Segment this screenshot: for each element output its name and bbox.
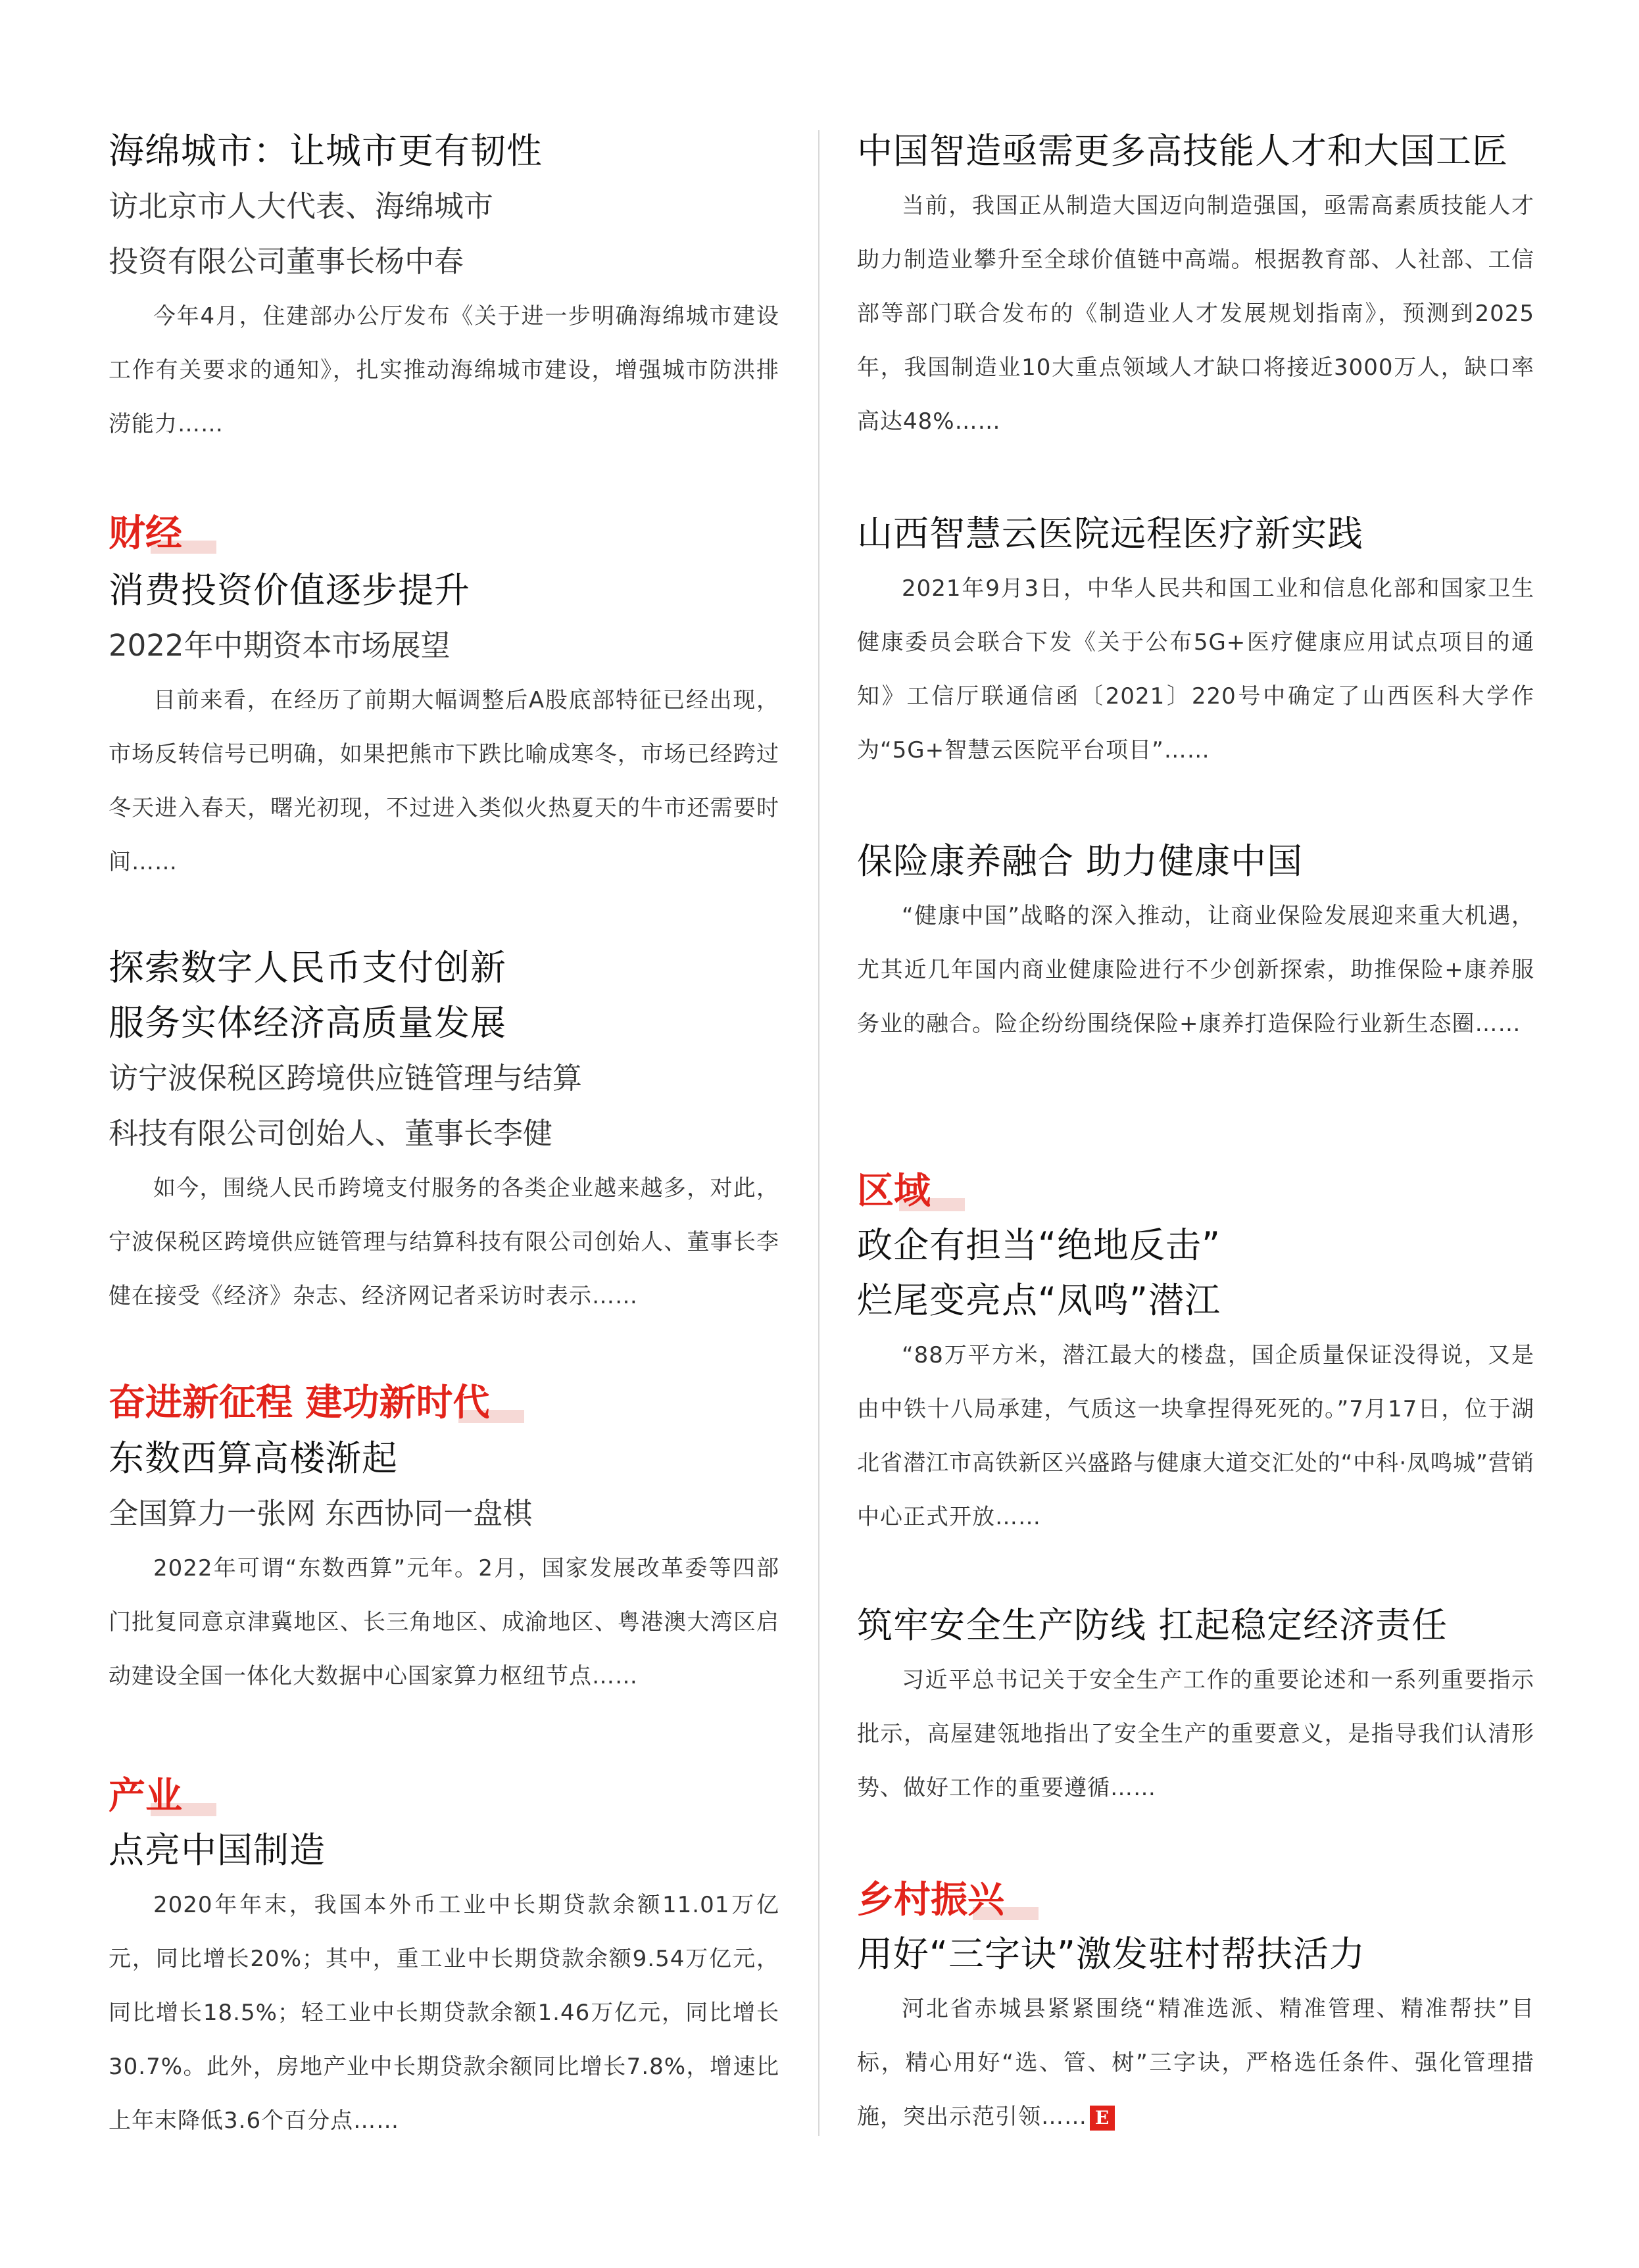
article-title[interactable]: 用好“三字诀”激发驻村帮扶活力 (857, 1933, 1365, 1975)
article-subtitle: 2022年中期资本市场展望 (109, 628, 451, 663)
article-excerpt: 目前来看，在经历了前期大幅调整后A股底部特征已经出现，市场反转信号已明确，如果把熊市下跌比喻成寒冬，市场已经跨过冬天进入春天，曙光初现，不过进入类似火热夏天的牛市还需要时间…… (109, 687, 779, 875)
article-title[interactable]: 筑牢安全生产防线 扛起稳定经济责任 (857, 1604, 1448, 1646)
article-village-assistance[interactable] (857, 1927, 1534, 2144)
article-excerpt (857, 1982, 1534, 2144)
article-excerpt: 如今，围绕人民币跨境支付服务的各类企业越来越多，对此，宁波保税区跨境供应链管理与结算科技有限公司创始人、董事长李健在接受《经济》杂志、经济网记者采访时表示…… (109, 1175, 779, 1309)
section-rural-revitalization (857, 1873, 1534, 1928)
column-divider (818, 130, 820, 2136)
article-subtitle: 访北京市人大代表、海绵城市 (109, 189, 494, 224)
article-digital-rmb[interactable] (109, 940, 779, 1323)
article-insurance-health[interactable] (857, 834, 1534, 1051)
section-label: 产业 (109, 1775, 182, 1818)
article-excerpt: “健康中国”战略的深入推动，让商业保险发展迎来重大机遇，尤其近几年国内商业健康险进行不少创新探索，助推保险+康养服务业的融合。险企纷纷围绕保险+康养打造保险行业新生态圈…… (857, 903, 1534, 1037)
article-excerpt: 2022年可谓“东数西算”元年。2月，国家发展改革委等四部门批复同意京津冀地区、长三角地区、成渝地区、粤港澳大湾区启动建设全国一体化大数据中心国家算力枢纽节点…… (109, 1555, 779, 1689)
section-finance (109, 506, 779, 562)
article-excerpt: 当前，我国正从制造大国迈向制造强国，亟需高素质技能人才助力制造业攀升至全球价值链中高端。根据教育部、人社部、工信部等部门联合发布的《制造业人才发展规划指南》，预测到2025年，我国制造业10大重点领域人才缺口将接近3000万人，缺口率高达48%…… (857, 193, 1534, 435)
end-mark-icon: E (1090, 2106, 1115, 2131)
section-label: 区域 (857, 1170, 931, 1213)
article-excerpt: 今年4月，住建部办公厅发布《关于进一步明确海绵城市建设工作有关要求的通知》，扎实推动海绵城市建设，增强城市防洪排涝能力…… (109, 303, 779, 437)
article-excerpt: “88万平方米，潜江最大的楼盘，国企质量保证没得说，又是由中铁十八局承建，气质这一块拿捏得死死的。”7月17日，位于湖北省潜江市高铁新区兴盛路与健康大道交汇处的“中科·凤鸣城”营销中心正式开放…… (857, 1342, 1534, 1530)
article-excerpt: 习近平总书记关于安全生产工作的重要论述和一系列重要指示批示，高屋建瓴地指出了安全生产的重要意义，是指导我们认清形势、做好工作的重要遵循…… (857, 1667, 1534, 1801)
article-title[interactable]: 东数西算高楼渐起 (109, 1437, 398, 1479)
article-sponge-city[interactable] (109, 124, 779, 451)
article-capital-market[interactable] (109, 563, 779, 889)
article-title[interactable]: 服务实体经济高质量发展 (109, 1002, 506, 1044)
article-title[interactable]: 海绵城市：让城市更有韧性 (109, 130, 543, 172)
article-excerpt-text: 河北省赤城县紧紧围绕“精准选派、精准管理、精准帮扶”目标，精心用好“选、管、树”三字诀，严格选任条件、强化管理措施，突出示范引领…… (857, 1996, 1534, 2130)
article-title[interactable]: 山西智慧云医院远程医疗新实践 (857, 513, 1363, 554)
article-title[interactable]: 政企有担当“绝地反击” (857, 1224, 1221, 1266)
article-excerpt: 2021年9月3日，中华人民共和国工业和信息化部和国家卫生健康委员会联合下发《关于公布5G+医疗健康应用试点项目的通知》工信厅联通信函〔2021〕220号中确定了山西医科大学作为“5G+智慧云医院平台项目”…… (857, 575, 1534, 763)
article-production-safety[interactable] (857, 1598, 1534, 1815)
article-skilled-talent[interactable] (857, 124, 1534, 448)
section-label: 财经 (109, 512, 182, 555)
article-qianjiang[interactable] (857, 1218, 1534, 1544)
article-subtitle: 科技有限公司创始人、董事长李健 (109, 1116, 553, 1151)
article-subtitle: 访宁波保税区跨境供应链管理与结算 (109, 1061, 583, 1096)
section-region (857, 1164, 1534, 1219)
article-subtitle: 投资有限公司董事长杨中春 (109, 244, 464, 279)
section-industry (109, 1769, 779, 1824)
article-east-data-west-compute[interactable] (109, 1431, 779, 1703)
section-label: 乡村振兴 (857, 1879, 1004, 1921)
article-subtitle: 全国算力一张网 东西协同一盘棋 (109, 1496, 533, 1531)
section-label: 奋进新征程 建功新时代 (109, 1382, 490, 1424)
article-title[interactable]: 消费投资价值逐步提升 (109, 569, 470, 611)
article-made-in-china[interactable] (109, 1823, 779, 2148)
article-title[interactable]: 探索数字人民币支付创新 (109, 947, 506, 988)
article-title[interactable]: 保险康养融合 助力健康中国 (857, 840, 1304, 882)
article-title[interactable]: 中国智造亟需更多高技能人才和大国工匠 (857, 130, 1508, 172)
article-excerpt: 2020年年末，我国本外币工业中长期贷款余额11.01万亿元，同比增长20%；其中，重工业中长期贷款余额9.54万亿元，同比增长18.5%；轻工业中长期贷款余额1.46万亿元，同比增长30.7%。此外，房地产业中长期贷款余额同比增长7.8%，增速比上年末降低3.6个百分点…… (109, 1892, 779, 2134)
section-new-journey (109, 1376, 779, 1431)
article-title[interactable]: 烂尾变亮点“凤鸣”潜江 (857, 1280, 1221, 1321)
article-shanxi-cloud-hospital[interactable] (857, 506, 1534, 777)
article-title[interactable]: 点亮中国制造 (109, 1829, 326, 1871)
